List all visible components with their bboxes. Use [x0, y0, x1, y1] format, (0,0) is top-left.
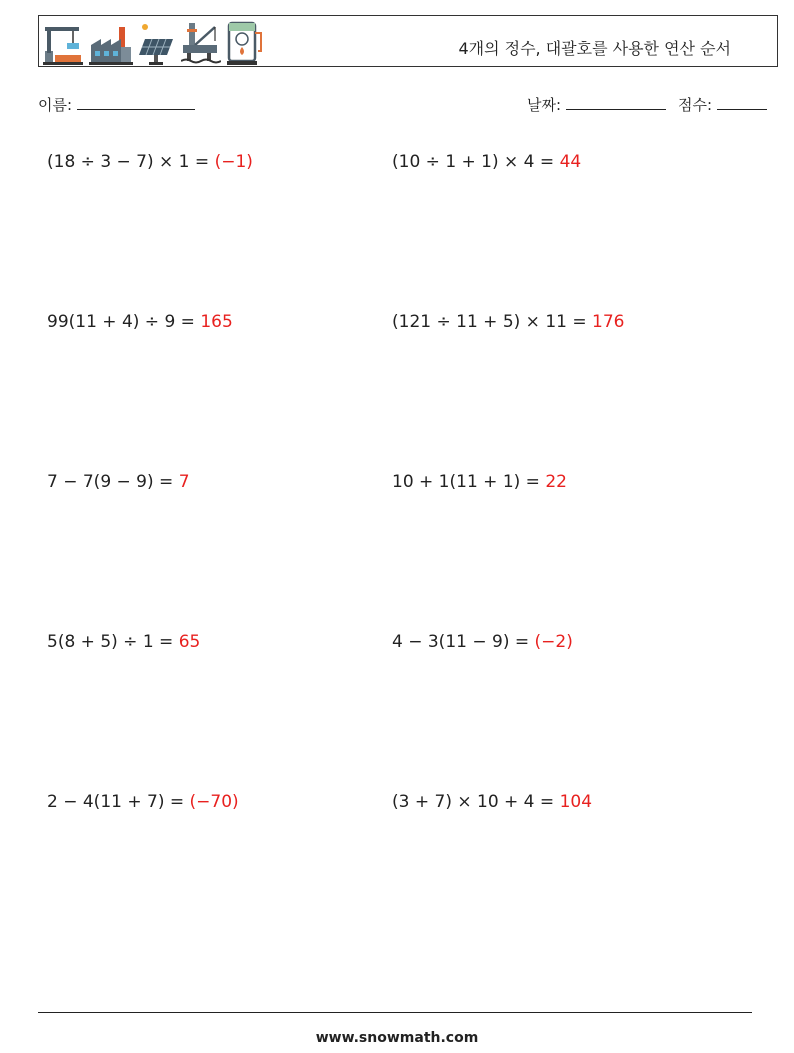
solar-panel-icon: [139, 21, 175, 65]
footer-url[interactable]: www.snowmath.com: [315, 1030, 479, 1046]
crane-icon: [43, 21, 83, 65]
fuel-pump-icon: [227, 19, 267, 65]
problem-9: [47, 792, 239, 812]
problem-answer: 44: [559, 152, 582, 172]
problem-expression: 4 − 3(11 − 9) =: [392, 632, 535, 652]
date-label: 날짜:: [527, 96, 562, 114]
problem-expression: (18 ÷ 3 − 7) × 1 =: [47, 152, 215, 172]
problem-8: [392, 632, 573, 652]
problem-expression: 99(11 + 4) ÷ 9 =: [47, 312, 201, 332]
problem-expression: (3 + 7) × 10 + 4 =: [392, 792, 560, 812]
factory-icon: [89, 25, 133, 65]
problem-answer: 22: [545, 472, 567, 492]
problem-1: [47, 152, 253, 172]
score-field: [678, 94, 767, 115]
name-blank[interactable]: [77, 95, 195, 110]
header-icons: [43, 19, 267, 65]
problem-expression: 10 + 1(11 + 1) =: [392, 472, 546, 492]
problem-7: [47, 632, 200, 652]
problem-6: [392, 472, 567, 492]
problem-4: [392, 312, 624, 332]
problem-answer: 65: [178, 632, 201, 652]
problem-answer: (−70): [189, 792, 239, 812]
footer-divider: [38, 1012, 752, 1013]
name-field: [38, 94, 195, 115]
oil-rig-icon: [181, 21, 221, 65]
problem-answer: 7: [178, 472, 190, 492]
problem-10: [392, 792, 592, 812]
problem-answer: (−1): [214, 152, 253, 172]
problem-2: [392, 152, 581, 172]
problem-3: [47, 312, 233, 332]
worksheet-title: 4개의 정수, 대괄호를 사용한 연산 순서: [458, 39, 731, 58]
problem-expression: (121 ÷ 11 + 5) × 11 =: [392, 312, 592, 332]
problem-expression: (10 ÷ 1 + 1) × 4 =: [392, 152, 560, 172]
problem-answer: 104: [559, 792, 593, 812]
problem-answer: 176: [592, 312, 625, 332]
date-blank[interactable]: [566, 95, 666, 110]
score-label: 점수:: [678, 96, 713, 114]
worksheet-header: [38, 15, 778, 67]
problem-answer: (−2): [534, 632, 573, 652]
problem-expression: 2 − 4(11 + 7) =: [47, 792, 190, 812]
problem-expression: 7 − 7(9 − 9) =: [47, 472, 179, 492]
problem-expression: 5(8 + 5) ÷ 1 =: [47, 632, 179, 652]
name-label: 이름:: [38, 96, 73, 114]
date-field: [527, 94, 666, 115]
problem-5: [47, 472, 190, 492]
score-blank[interactable]: [717, 95, 767, 110]
problem-answer: 165: [200, 312, 233, 332]
